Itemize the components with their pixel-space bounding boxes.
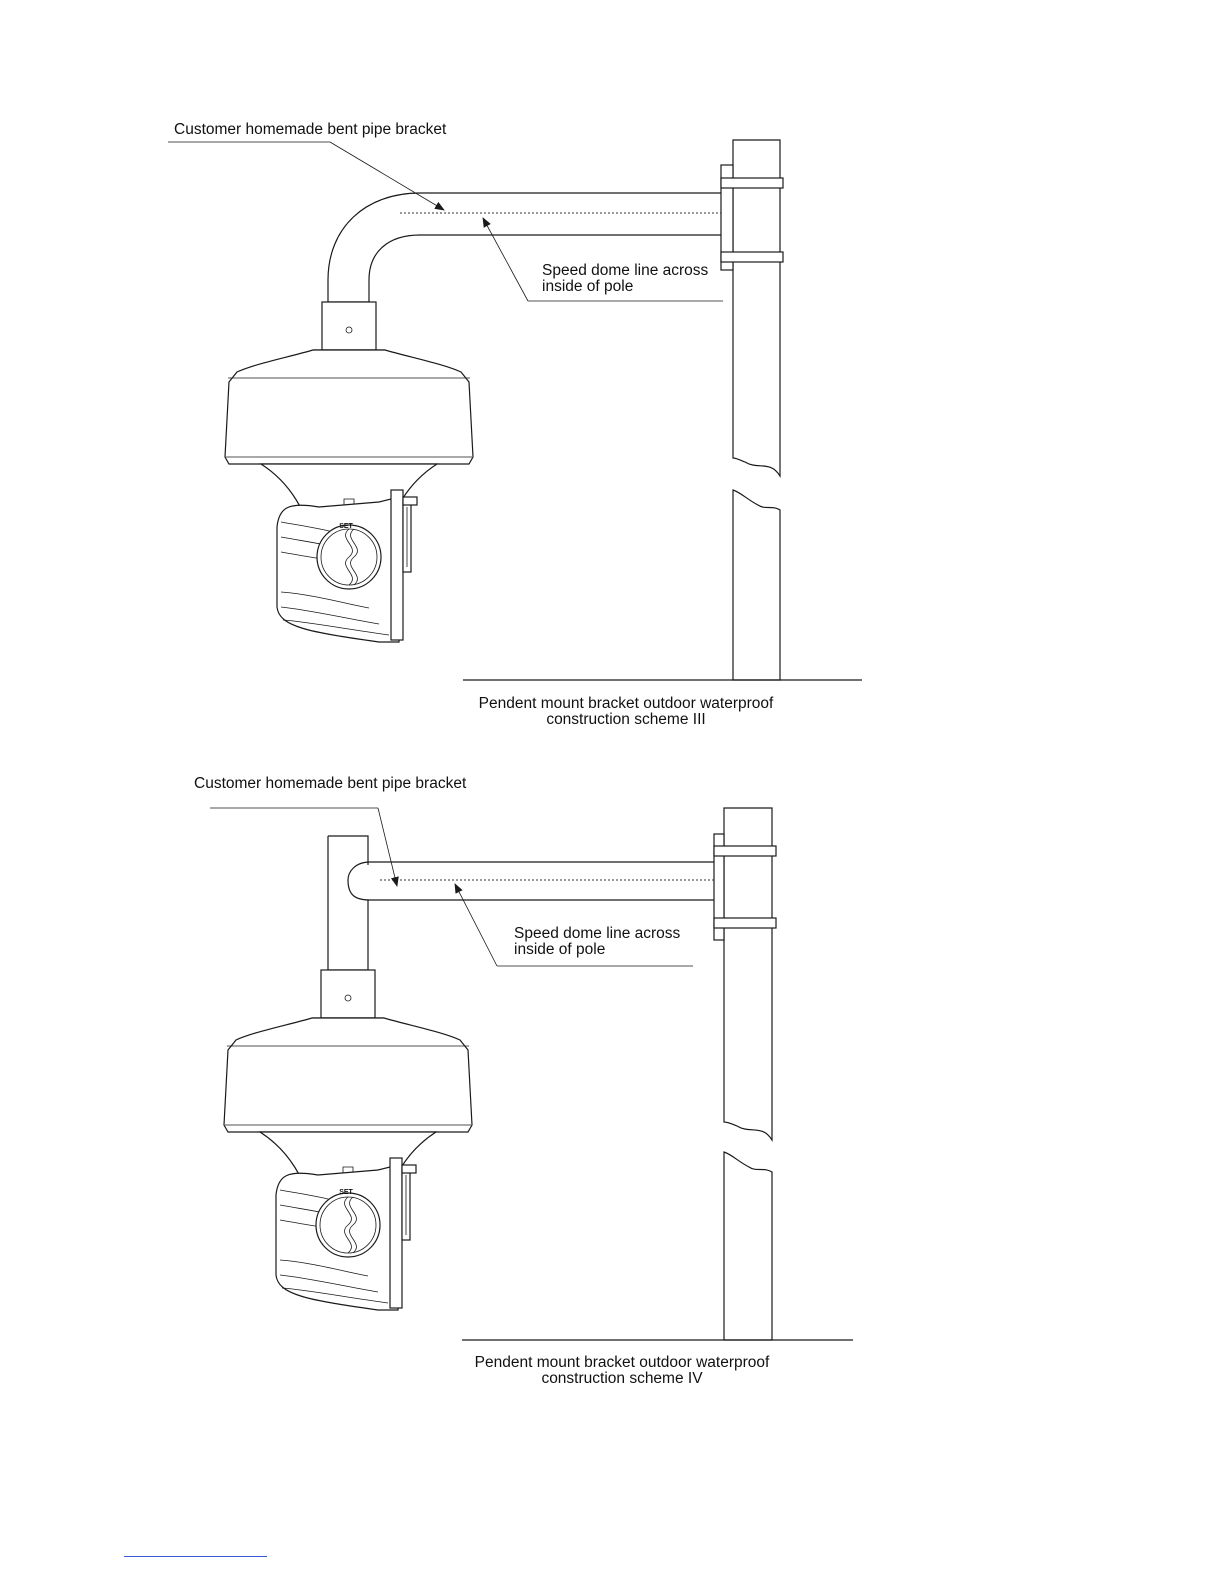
- caption-line2: construction scheme IV: [541, 1370, 703, 1387]
- speed-dome-camera: [224, 970, 472, 1310]
- caption-line1: Pendent mount bracket outdoor waterproof: [478, 695, 774, 712]
- footer-rule: [124, 1556, 267, 1557]
- set-label: SET: [339, 1189, 353, 1196]
- bent-pipe-bracket: [328, 193, 721, 302]
- cable-label-line2: inside of pole: [542, 278, 634, 295]
- pole: [721, 140, 783, 680]
- bracket-label: Customer homemade bent pipe bracket: [174, 121, 447, 138]
- pole: [714, 808, 776, 1340]
- figure-scheme-iii: [168, 121, 862, 728]
- caption-line2: construction scheme III: [546, 711, 706, 728]
- cable-label-line1: Speed dome line across: [542, 262, 709, 279]
- caption-line1: Pendent mount bracket outdoor waterproof: [474, 1354, 770, 1371]
- cable-label-line1: Speed dome line across: [514, 925, 681, 942]
- speed-dome-camera: [225, 302, 473, 642]
- bracket-label: Customer homemade bent pipe bracket: [194, 775, 467, 792]
- cable-label-line2: inside of pole: [514, 941, 606, 958]
- set-label: SET: [339, 523, 353, 530]
- figure-scheme-iv: [194, 775, 853, 1387]
